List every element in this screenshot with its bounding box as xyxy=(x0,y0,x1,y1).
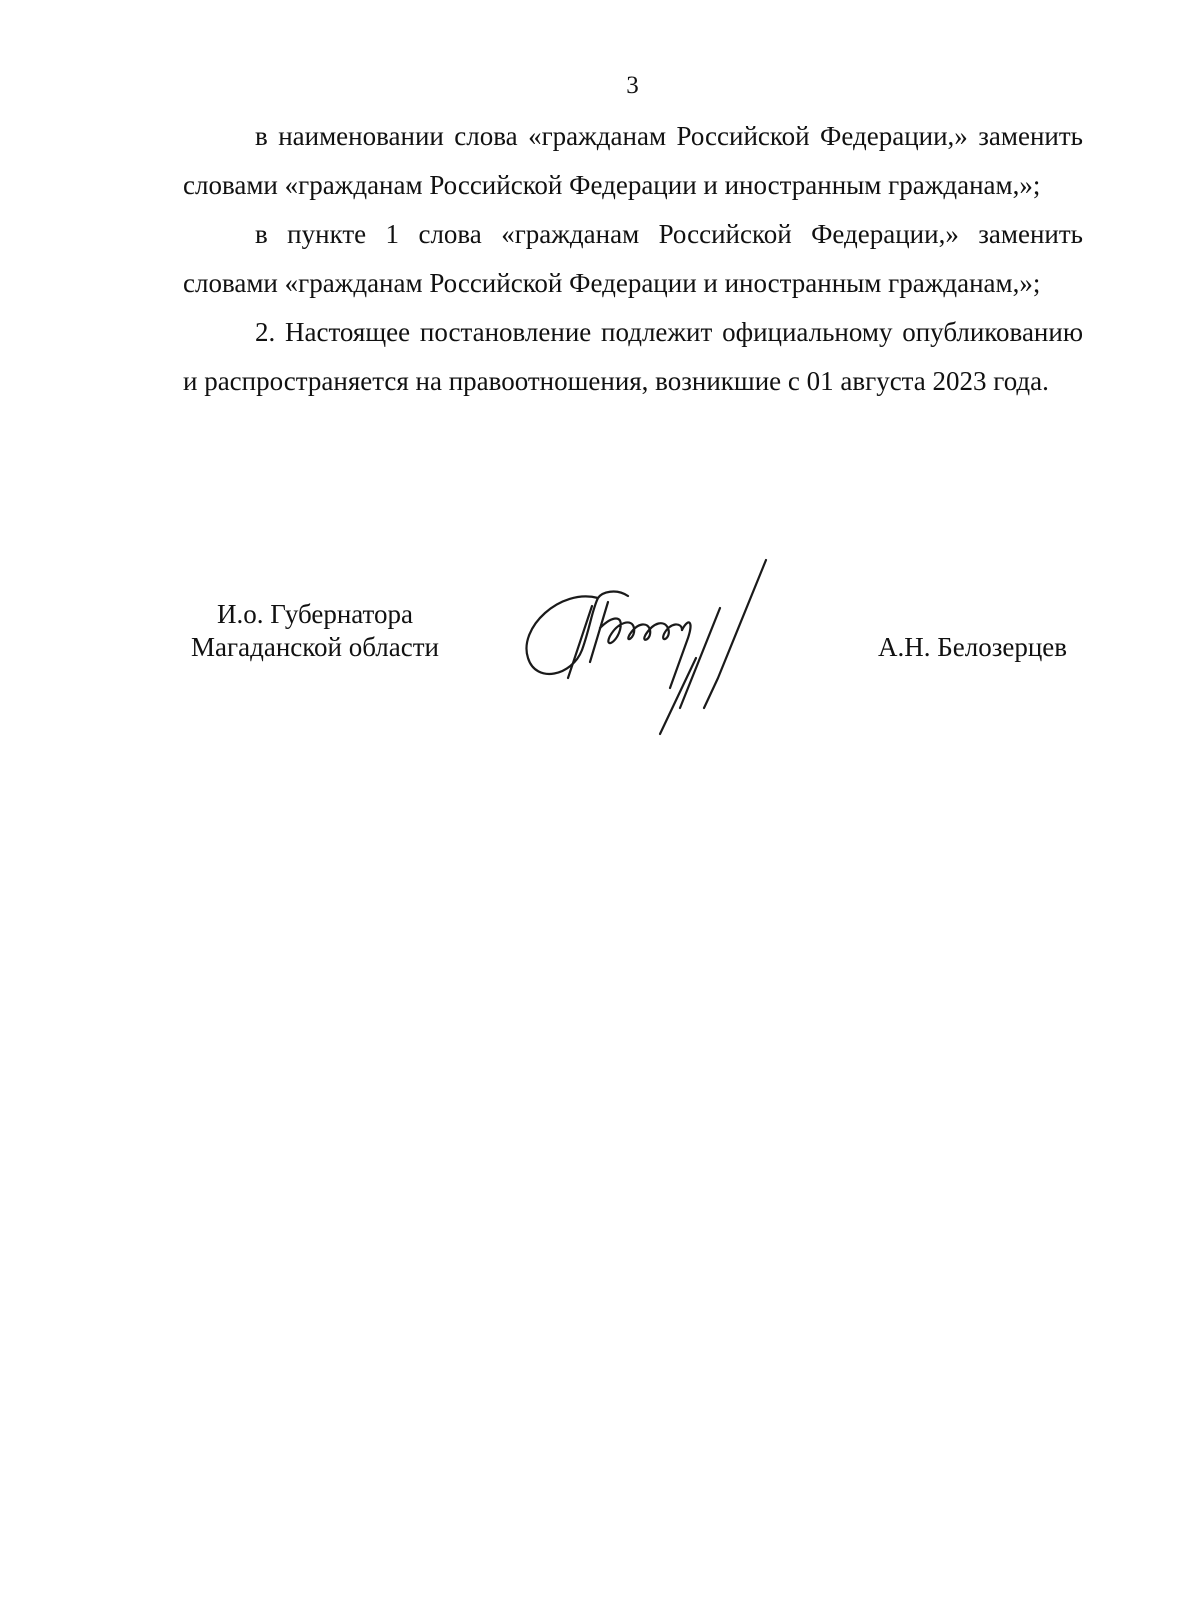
paragraph-title-amendment: в наименовании слова «гражданам Российской Федерации,» заменить словами «гражданам Российской Федерации и иностранным гражданам,»; xyxy=(183,121,1083,200)
document-body xyxy=(183,112,1083,406)
signature-block xyxy=(0,598,1200,738)
signatory-position-line-1: И.о. Губернатора xyxy=(216,599,413,629)
paragraph-point-1-amendment: в пункте 1 слова «гражданам Российской Федерации,» заменить словами «гражданам Российской Федерации и иностранным гражданам,»; xyxy=(183,219,1083,298)
signatory-position-line-2: Магаданской области xyxy=(191,632,439,662)
page-number: 3 xyxy=(626,72,639,99)
signatory-name: А.Н. Белозерцев xyxy=(878,632,1068,662)
signatory-position xyxy=(175,598,455,664)
paragraph-publication-clause: 2. Настоящее постановление подлежит официальному опубликованию и распространяется на правоотношения, возникшие с 01 августа 2023 года. xyxy=(183,317,1083,396)
handwritten-signature xyxy=(520,558,790,738)
